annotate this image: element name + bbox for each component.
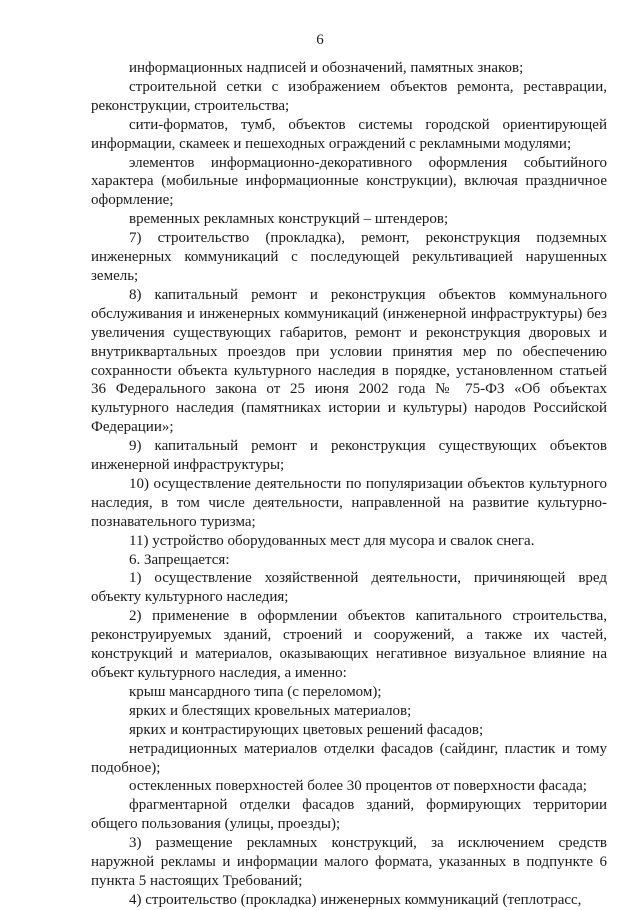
paragraph: 3) размещение рекламных конструкций, за исключением средств наружной рекламы и информации малого формата, указанных в подпункте 6 пункта 5 настоящих Требований;: [91, 835, 607, 889]
document-body: [91, 59, 607, 910]
paragraph: ярких и контрастирующих цветовых решений фасадов;: [129, 721, 484, 738]
paragraph: 8) капитальный ремонт и реконструкция объектов коммунального обслуживания и инженерных коммуникаций (инженерной инфраструктуры) без увеличения существующих габаритов, ремонт и реконструкция дворовых и внутриквартальных проездов при условии принятия мер по обеспечению сохранности объекта культурного наследия в порядке, установленном статьей 36 Федерального закона от 25 июня 2002 года № 75-ФЗ «Об объектах культурного наследия (памятниках истории и культуры) народов Российской Федерации»;: [91, 286, 607, 436]
paragraph: 9) капитальный ремонт и реконструкция существующих объектов инженерной инфраструктуры;: [91, 438, 607, 474]
paragraph: остекленных поверхностей более 30 процентов от поверхности фасада;: [129, 778, 587, 795]
paragraph: нетрадиционных материалов отделки фасадов (сайдинг, пластик и тому подобное);: [91, 740, 607, 776]
paragraph: фрагментарной отделки фасадов зданий, формирующих территории общего пользования (улицы, проезды);: [91, 797, 607, 833]
paragraph: крыш мансардного типа (с переломом);: [129, 683, 382, 700]
paragraph: элементов информационно-декоративного оформления событийного характера (мобильные информационные конструкции), включая праздничное оформление;: [91, 154, 607, 209]
paragraph: ярких и блестящих кровельных материалов;: [129, 702, 412, 719]
paragraph: строительной сетки с изображением объектов ремонта, реставрации, реконструкции, строительства;: [91, 78, 607, 114]
page-number: 6: [316, 32, 324, 48]
paragraph: 1) осуществление хозяйственной деятельности, причиняющей вред объекту культурного наследия;: [91, 570, 607, 606]
paragraph: 7) строительство (прокладка), ремонт, реконструкция подземных инженерных коммуникаций с последующей рекультивацией нарушенных земель;: [91, 230, 607, 284]
paragraph: информационных надписей и обозначений, памятных знаков;: [129, 60, 524, 76]
paragraph: временных рекламных конструкций – штендеров;: [129, 211, 449, 228]
paragraph: сити-форматов, тумб, объектов системы городской ориентирующей информации, скамеек и пешеходных ограждений с рекламными модулями;: [91, 116, 607, 152]
paragraph: 11) устройство оборудованных мест для мусора и свалок снега.: [129, 532, 535, 549]
paragraph: 10) осуществление деятельности по популяризации объектов культурного наследия, в том числе деятельности, направленной на развитие культурно-познавательного туризма;: [91, 475, 607, 530]
paragraph: 2) применение в оформлении объектов капитального строительства, реконструируемых зданий, строений и сооружений, а также их частей, конструкций и материалов, оказывающих негативное визуальное влияние на объект культурного наследия, а именно:: [91, 608, 607, 681]
paragraph: 6. Запрещается:: [129, 551, 230, 568]
paragraph: 4) строительство (прокладка) инженерных коммуникаций (теплотрасс,: [129, 891, 582, 908]
